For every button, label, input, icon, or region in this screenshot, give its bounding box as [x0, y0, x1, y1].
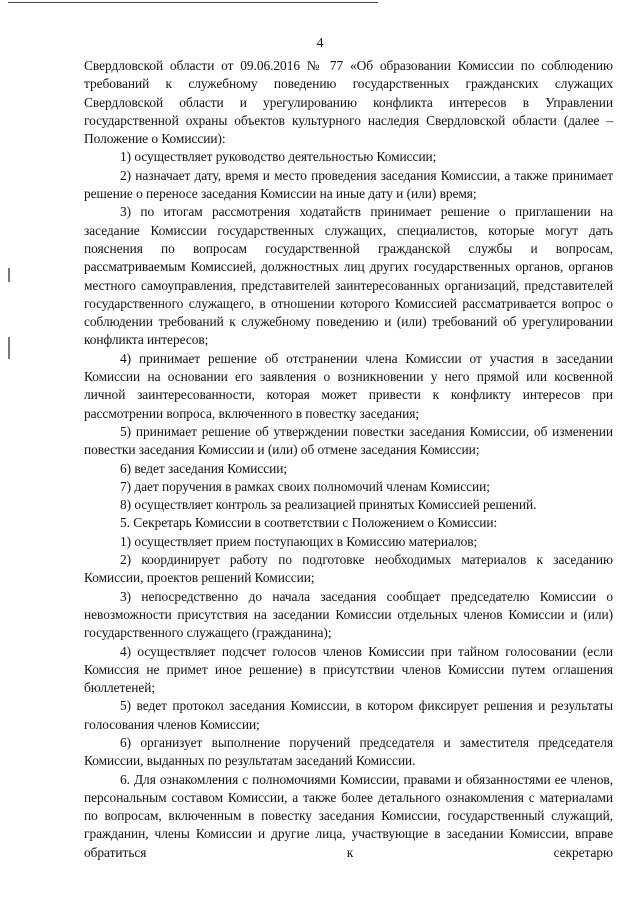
paragraph-item: 5) принимает решение об утверждении повестки заседания Комиссии, об изменении повестки заседания Комиссии и (или) об отмене заседания Комиссии; — [84, 423, 613, 458]
paragraph-item: 1) осуществляет руководство деятельностью Комиссии; — [120, 149, 437, 165]
paragraph-item: 3) непосредственно до начала заседания сообщает председателю Комиссии о невозможности присутствия на заседании Комиссии отдельных членов Комиссии и (или) государственного служащего (гражданина); — [84, 588, 613, 641]
paragraph-item: 1) осуществляет прием поступающих в Комиссию материалов; — [120, 533, 478, 549]
document-body — [84, 57, 613, 862]
paragraph-item: 3) по итогам рассмотрения ходатайств принимает решение о приглашении на заседание Комиссии государственных служащих, специалистов, которые могут дать пояснения по вопросам государственной гражданской службы и вопросам, рассматриваемым Комиссией, должностных лиц других государственных органов, органов местного самоуправления, представителей заинтересованных организаций, представителей государственного служащего, в отношении которого Комиссией рассматривается вопрос о соблюдении требований к служебному поведению и (или) требований об урегулировании конфликта интересов; — [84, 204, 613, 348]
paragraph-item: 6) организует выполнение поручений председателя и заместителя председателя Комиссии, выданных по результатам заседаний Комиссии. — [84, 734, 613, 769]
paragraph-item: 7) дает поручения в рамках своих полномочий членам Комиссии; — [120, 478, 490, 494]
paragraph-item: 4) принимает решение об отстранении члена Комиссии от участия в заседании Комиссии на основании его заявления о возникновении у него прямой или косвенной личной заинтересованности, которая может привести к конфликту интересов при рассмотрении вопроса, включенного в повестку заседания; — [84, 350, 613, 421]
scan-artifact-mark — [8, 337, 10, 359]
paragraph-section-5: 5. Секретарь Комиссии в соответствии с Положением о Комиссии: — [120, 515, 498, 531]
paragraph-intro: Свердловской области от 09.06.2016 № 77 «Об образовании Комиссии по соблюдению требований к служебному поведению государственных гражданских служащих Свердловской области и урегулированию конфликта интересов в Управлении государственной охраны объектов культурного наследия Свердловской области (далее – Положение о Комиссии): — [84, 58, 613, 147]
paragraph-item: 2) координирует работу по подготовке необходимых материалов к заседанию Комиссии, проектов решений Комиссии; — [84, 552, 613, 586]
page-number: 4 — [316, 36, 324, 51]
paragraph-item: 4) осуществляет подсчет голосов членов Комиссии при тайном голосовании (если Комиссия не примет иное решение) в присутствии членов Комиссии путем оглашения бюллетеней; — [84, 643, 613, 696]
scan-artifact-mark — [8, 268, 10, 282]
paragraph-section-6: 6. Для ознакомления с полномочиями Комиссии, правами и обязанностями ее членов, персональным составом Комиссии, а также более детального ознакомления с материалами по вопросам, включенным в повестку заседания Комиссии, государственный служащий, гражданин, члены Комиссии и другие лица, участвующие в заседании Комиссии, вправе обратиться к секретарю — [84, 771, 613, 860]
paragraph-item: 6) ведет заседания Комиссии; — [120, 460, 288, 476]
paragraph-item: 8) осуществляет контроль за реализацией принятых Комиссией решений. — [120, 497, 537, 513]
paragraph-item: 5) ведет протокол заседания Комиссии, в котором фиксирует решения и результаты голосования членов Комиссии; — [84, 698, 613, 732]
paragraph-item: 2) назначает дату, время и место проведения заседания Комиссии, а также принимает решение о переносе заседания Комиссии на иные дату и (или) время; — [84, 167, 613, 202]
top-rule — [8, 2, 378, 3]
